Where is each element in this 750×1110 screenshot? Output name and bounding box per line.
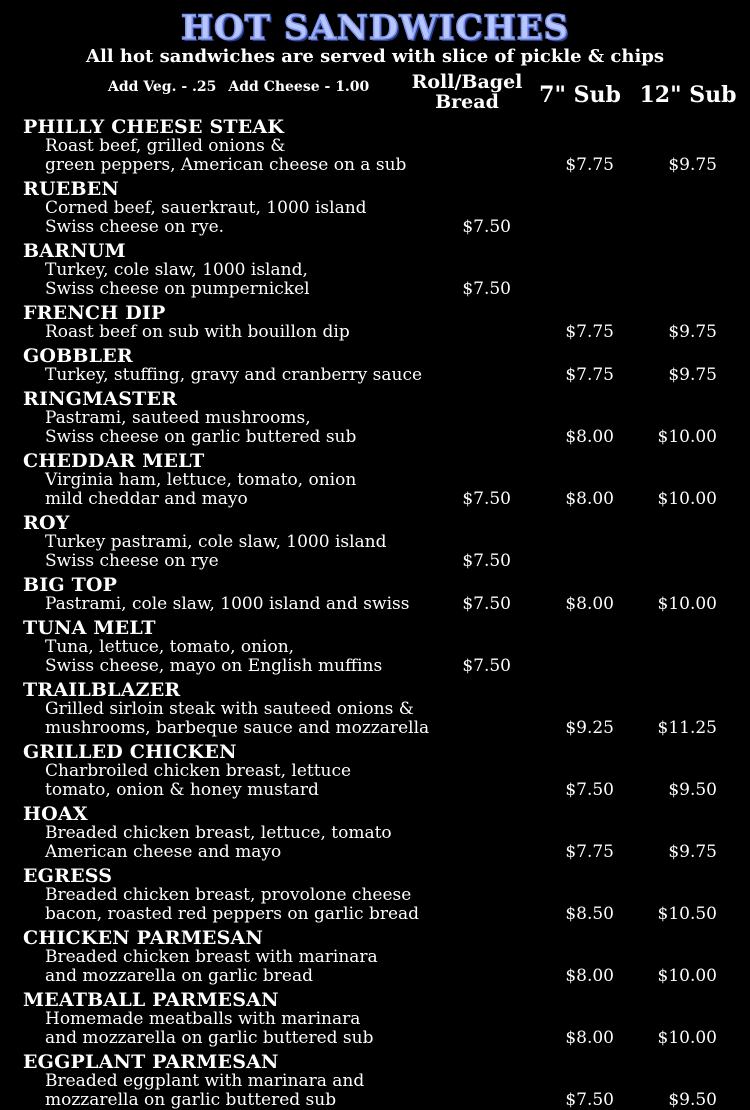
menu-item-name: RUEBEN xyxy=(23,178,119,200)
menu-item-name: GOBBLER xyxy=(23,345,133,367)
menu-item-description: bacon, roasted red peppers on garlic bread xyxy=(45,904,420,924)
menu-item-description: Breaded chicken breast with marinara xyxy=(45,947,378,967)
menu-item-description: American cheese and mayo xyxy=(45,842,282,862)
menu-item-description: and mozzarella on garlic bread xyxy=(45,966,313,986)
price-7-sub: $8.00 xyxy=(565,594,614,614)
price-roll-roll: $7.50 xyxy=(462,279,511,299)
menu-item-description: and mozzarella on garlic buttered sub xyxy=(45,1028,374,1048)
menu-item-name: EGRESS xyxy=(23,865,113,887)
menu-item-description: Breaded chicken breast, lettuce, tomato xyxy=(45,823,392,843)
menu-item-description: tomato, onion & honey mustard xyxy=(45,780,319,800)
addon-prices xyxy=(108,79,381,95)
page-title: HOT SANDWICHES xyxy=(180,8,570,48)
menu-item-description: Charbroiled chicken breast, lettuce xyxy=(45,761,352,781)
column-header-12-sub: 12" Sub xyxy=(639,82,737,108)
menu-item-description: Breaded chicken breast, provolone cheese xyxy=(45,885,412,905)
price-7-sub: $8.00 xyxy=(565,489,614,509)
price-7-sub: $7.50 xyxy=(565,780,614,800)
menu-item-name: MEATBALL PARMESAN xyxy=(23,989,279,1011)
menu-item-description: Virginia ham, lettuce, tomato, onion xyxy=(45,470,357,490)
column-header-roll-line2: Bread xyxy=(435,91,499,113)
column-header-roll xyxy=(405,72,529,112)
menu-item-name: EGGPLANT PARMESAN xyxy=(23,1051,279,1073)
menu-item-description: Swiss cheese on garlic buttered sub xyxy=(45,427,357,447)
price-7-sub: $7.75 xyxy=(565,322,614,342)
column-header-7-sub: 7" Sub xyxy=(539,82,621,108)
menu-item-description: Swiss cheese on rye. xyxy=(45,217,225,237)
price-7-sub: $8.00 xyxy=(565,966,614,986)
menu-item-description: mild cheddar and mayo xyxy=(45,489,248,509)
price-12-sub: $9.75 xyxy=(668,155,717,175)
menu-item-description: Swiss cheese on rye xyxy=(45,551,219,571)
page-subtitle: All hot sandwiches are served with slice of pickle & chips xyxy=(85,46,665,67)
add-veg-label: Add Veg. - .25 xyxy=(108,79,217,95)
menu-item-description: Roast beef on sub with bouillon dip xyxy=(45,322,350,342)
price-12-sub: $9.50 xyxy=(668,1090,717,1110)
price-12-sub: $9.75 xyxy=(668,842,717,862)
menu-item-name: GRILLED CHICKEN xyxy=(23,741,237,763)
menu-item-name: TRAILBLAZER xyxy=(23,679,181,701)
price-12-sub: $10.00 xyxy=(657,594,717,614)
menu-item-description: Turkey pastrami, cole slaw, 1000 island xyxy=(45,532,387,552)
menu-item-description: Swiss cheese, mayo on English muffins xyxy=(45,656,383,676)
price-roll-roll: $7.50 xyxy=(462,656,511,676)
price-7-sub: $7.75 xyxy=(565,155,614,175)
menu-item-name: BARNUM xyxy=(23,240,126,262)
price-12-sub: $9.75 xyxy=(668,365,717,385)
menu-item-name: HOAX xyxy=(23,803,88,825)
price-12-sub: $10.50 xyxy=(657,904,717,924)
price-7-sub: $7.75 xyxy=(565,365,614,385)
price-12-sub: $10.00 xyxy=(657,489,717,509)
price-12-sub: $10.00 xyxy=(657,1028,717,1048)
menu-item-description: Corned beef, sauerkraut, 1000 island xyxy=(45,198,367,218)
price-7-sub: $9.25 xyxy=(565,718,614,738)
menu-item-name: PHILLY CHEESE STEAK xyxy=(23,116,285,138)
price-roll-roll: $7.50 xyxy=(462,594,511,614)
menu-item-description: Pastrami, cole slaw, 1000 island and swiss xyxy=(45,594,410,614)
menu-item-name: BIG TOP xyxy=(23,574,118,596)
menu-item-name: FRENCH DIP xyxy=(23,302,166,324)
menu-item-name: TUNA MELT xyxy=(23,617,156,639)
menu-item-description: Tuna, lettuce, tomato, onion, xyxy=(45,637,295,657)
price-12-sub: $10.00 xyxy=(657,427,717,447)
column-header-roll-line1: Roll/Bagel xyxy=(411,71,523,93)
price-7-sub: $7.50 xyxy=(565,1090,614,1110)
price-roll-roll: $7.50 xyxy=(462,551,511,571)
price-12-sub: $9.75 xyxy=(668,322,717,342)
menu-item-description: Turkey, stuffing, gravy and cranberry sauce xyxy=(45,365,423,385)
menu-item-name: RINGMASTER xyxy=(23,388,178,410)
price-12-sub: $9.50 xyxy=(668,780,717,800)
price-7-sub: $8.00 xyxy=(565,427,614,447)
menu-item-description: mozzarella on garlic buttered sub xyxy=(45,1090,337,1110)
menu-item-description: Homemade meatballs with marinara xyxy=(45,1009,361,1029)
menu-item-description: Grilled sirloin steak with sauteed onions & xyxy=(45,699,414,719)
menu-item-name: ROY xyxy=(23,512,70,534)
price-roll-roll: $7.50 xyxy=(462,489,511,509)
price-12-sub: $10.00 xyxy=(657,966,717,986)
price-7-sub: $8.00 xyxy=(565,1028,614,1048)
menu-item-name: CHEDDAR MELT xyxy=(23,450,205,472)
menu-item-name: CHICKEN PARMESAN xyxy=(23,927,264,949)
price-7-sub: $8.50 xyxy=(565,904,614,924)
menu-item-description: Turkey, cole slaw, 1000 island, xyxy=(45,260,308,280)
menu-item-description: Roast beef, grilled onions & xyxy=(45,136,286,156)
menu-item-description: mushrooms, barbeque sauce and mozzarella xyxy=(45,718,430,738)
add-cheese-label: Add Cheese - 1.00 xyxy=(228,79,370,95)
price-7-sub: $7.75 xyxy=(565,842,614,862)
price-12-sub: $11.25 xyxy=(657,718,717,738)
menu-item-description: Breaded eggplant with marinara and xyxy=(45,1071,365,1091)
menu-item-description: green peppers, American cheese on a sub xyxy=(45,155,407,175)
menu-item-description: Pastrami, sauteed mushrooms, xyxy=(45,408,311,428)
price-roll-roll: $7.50 xyxy=(462,217,511,237)
menu-item-description: Swiss cheese on pumpernickel xyxy=(45,279,310,299)
